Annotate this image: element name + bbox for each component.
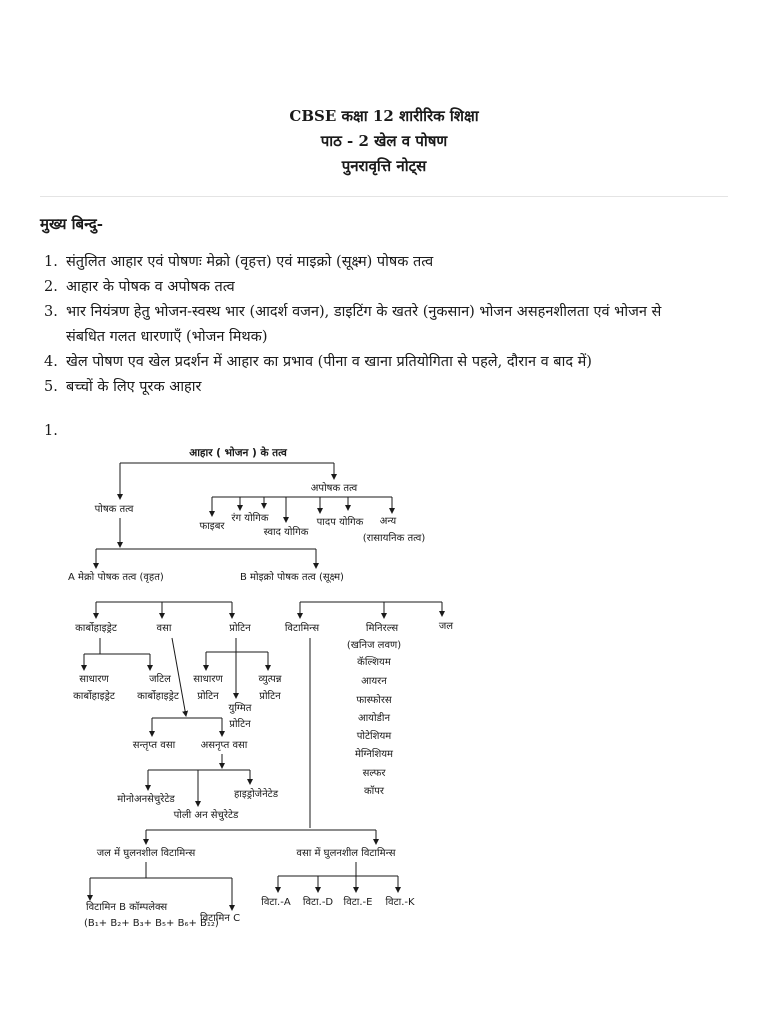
- water-label: जल: [438, 621, 454, 632]
- list-item: [40, 275, 690, 300]
- divider: [40, 196, 728, 197]
- nutritive-label: पोषक तत्व: [94, 504, 134, 515]
- mineral-item: मेग्निशियम: [354, 749, 394, 760]
- list-text: बच्चों के लिए पूरक आहार: [66, 379, 202, 395]
- mineral-item: आयरन: [361, 676, 387, 687]
- doc-title: CBSE कक्षा 12 शारीरिक शिक्षा: [289, 107, 479, 125]
- mineral-item: पोटेशियम: [356, 731, 392, 742]
- poly-unsaturated-label: पोली अन सेचुरेटेड: [173, 810, 239, 821]
- list-item: [40, 350, 690, 375]
- simple-protein-label-2: प्रोटिन: [197, 691, 219, 702]
- fibre-label: फाइबर: [199, 521, 225, 532]
- vitamin-b-label: विटामिन B कॉम्पलेक्स: [86, 902, 168, 913]
- protein-label: प्रोटिन: [229, 623, 251, 634]
- fat-soluble-label: वसा में घुलनशील विटामिन्स: [296, 848, 396, 859]
- derived-protein-label: व्युत्पन्न: [258, 674, 282, 685]
- vitamin-e-label: विटा.-E: [343, 897, 373, 908]
- plant-compound-label: पादप योगिक: [316, 517, 364, 528]
- chemical-label: (रासायनिक तत्व): [362, 533, 426, 544]
- list-number: 4.: [44, 354, 58, 370]
- water-soluble-label: जल में घुलनशील विटामिन्स: [96, 848, 196, 859]
- section-heading: मुख्य बिन्दु-: [40, 215, 103, 233]
- unsaturated-fat-label: असनृप्त वसा: [200, 740, 248, 751]
- list-number: 3.: [44, 304, 58, 320]
- vitamin-c-label: विटामिन C: [200, 913, 241, 924]
- complex-carb-label-2: कार्बोहाइड्रेट: [137, 691, 179, 702]
- mineral-item: कॉपर: [363, 786, 385, 797]
- micro-label: B मोइक्रो पोषक तत्व (सूक्ष्म): [240, 572, 344, 583]
- list-text: आहार के पोषक व अपोषक तत्व: [66, 279, 235, 295]
- color-compound-label: रंग योगिक: [231, 513, 269, 524]
- vitamin-a-label: विटा.-A: [261, 897, 291, 908]
- title-block: [0, 104, 768, 179]
- vitamin-k-label: विटा.-K: [385, 897, 415, 908]
- hydrogenated-label: हाइड्रोजेनेटेड: [233, 789, 279, 800]
- key-points-list: [40, 250, 690, 400]
- minerals-sub-label: (खनिज लवण): [346, 640, 402, 651]
- mineral-item: फास्फोरस: [356, 695, 392, 706]
- chapter-title: पाठ - 2 खेल व पोषण: [320, 132, 448, 150]
- vitamin-b-formula: (B₁+ B₂+ B₃+ B₅+ B₆+ B₁₂): [84, 918, 219, 929]
- mineral-item: आयोडीन: [357, 713, 391, 724]
- diagram-number: 1.: [44, 423, 58, 439]
- mineral-item: कॅल्शियम: [357, 657, 391, 668]
- mono-unsaturated-label: मोनोअनसेचुरेटेड: [117, 794, 175, 805]
- notes-title: पुनरावृत्ति नोट्स: [341, 157, 427, 175]
- simple-protein-label: साधारण: [193, 674, 223, 685]
- list-item: [40, 300, 690, 350]
- complex-carb-label: जटिल: [149, 674, 171, 685]
- list-number: 2.: [44, 279, 58, 295]
- carbohydrate-label: कार्बोहाइड्रेट: [75, 623, 117, 634]
- mineral-item: सल्फर: [362, 768, 386, 779]
- other-label: अन्य: [379, 516, 397, 527]
- root-label: आहार ( भोजन ) के तत्व: [189, 447, 287, 459]
- derived-protein-label-2: प्रोटिन: [259, 691, 281, 702]
- simple-carb-label: साधारण: [79, 674, 109, 685]
- conjugated-protein-label-2: प्रोटिन: [229, 719, 251, 730]
- simple-carb-label-2: कार्बोहाइड्रेट: [73, 691, 115, 702]
- list-text: भार नियंत्रण हेतु भोजन-स्वस्थ भार (आदर्श वजन), डाइटिंग के खतरे (नुकसान) भोजन असहनशीलता एवं भोजन से संबधित गलत धारणाएँ (भोजन मिथक): [66, 304, 662, 345]
- list-item: [40, 375, 690, 400]
- vitamin-d-label: विटा.-D: [302, 897, 334, 908]
- list-item: [40, 250, 690, 275]
- vitamins-label: विटामिन्स: [284, 623, 320, 634]
- saturated-fat-label: सन्तृप्त वसा: [132, 740, 176, 751]
- taste-compound-label: स्वाद योगिक: [263, 527, 309, 538]
- macro-label: A मेक्रो पोषक तत्व (वृहत): [68, 572, 164, 583]
- list-text: खेल पोषण एव खेल प्रदर्शन में आहार का प्रभाव (पीना व खाना प्रतियोगिता से पहले, दौरान व बाद में): [66, 354, 592, 370]
- conjugated-protein-label: युग्मित: [228, 703, 252, 714]
- list-number: 1.: [44, 254, 58, 270]
- non-nutritive-label: अपोषक तत्व: [310, 483, 358, 494]
- list-text: संतुलित आहार एवं पोषणः मेक्रो (वृहत्त) एवं माइक्रो (सूक्ष्म) पोषक तत्व: [66, 254, 434, 270]
- fat-label: वसा: [156, 623, 172, 634]
- minerals-label: मिनिरल्स: [365, 623, 399, 634]
- list-number: 5.: [44, 379, 58, 395]
